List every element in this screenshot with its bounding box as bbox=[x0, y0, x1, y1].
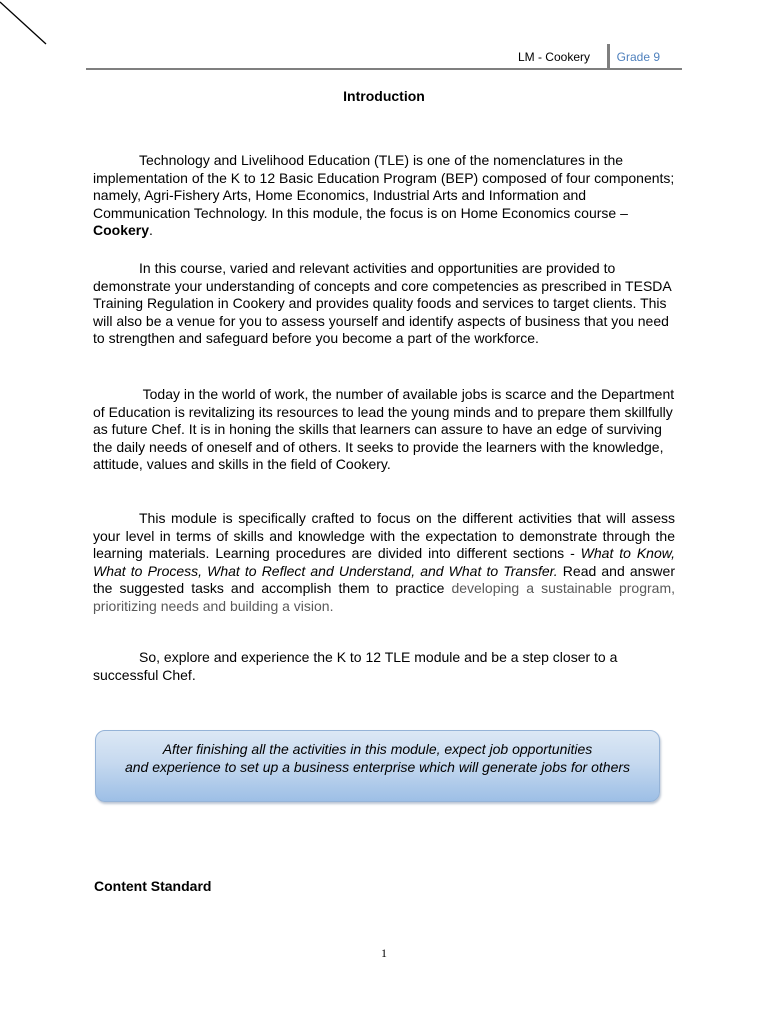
header-grade-label: Grade 9 bbox=[616, 50, 660, 64]
paragraph-1 bbox=[93, 152, 675, 240]
paragraph-1-end: . bbox=[149, 222, 153, 238]
corner-mark bbox=[0, 0, 50, 50]
paragraph-2-text: In this course, varied and relevant activities and opportunities are provided to demonstrate your understanding of concepts and core competencies as prescribed in TESDA Training Regulation in Cookery and provides quality foods and services to target clients. This will also be a venue for you to assess yourself and identify aspects of business that you need to strengthen and safeguard before you become a part of the workforce. bbox=[93, 260, 671, 346]
paragraph-1-bold: Cookery bbox=[93, 222, 150, 238]
paragraph-4-gray: developing a sustainable program, prioritizing needs and building a vision. bbox=[93, 580, 675, 614]
paragraph-2 bbox=[93, 260, 675, 348]
page-number: 1 bbox=[381, 946, 387, 960]
paragraph-4-text-2: Read and answer the suggested tasks and accomplish them to practice bbox=[93, 562, 675, 596]
page-title: Introduction bbox=[343, 88, 425, 104]
callout-line-1: After finishing all the activities in this module, expect job opportunities bbox=[162, 741, 593, 757]
callout-line-2: and experience to set up a business enterprise which will generate jobs for others bbox=[124, 759, 631, 775]
paragraph-1-text: Technology and Livelihood Education (TLE) is one of the nomenclatures in the implementation of the K to 12 Basic Education Program (BEP) composed of four components; namely, Agri-Fishery Arts, Home Economics, Industrial Arts and Information and Communication Technology. In this module, the focus is on Home Economics course – bbox=[93, 152, 675, 221]
paragraph-5-text: So, explore and experience the K to 12 TLE module and be a step closer to a successful Chef. bbox=[93, 649, 618, 683]
callout-box bbox=[95, 730, 660, 802]
paragraph-4 bbox=[93, 510, 675, 615]
header-module-label: LM - Cookery bbox=[517, 50, 590, 64]
paragraph-4-text: This module is specifically crafted to focus on the different activities that will assess your level in terms of skills and knowledge with the expectation to demonstrate through the learning materials. Learning procedures are divided into different sections - bbox=[93, 510, 675, 561]
content-standard-heading: Content Standard bbox=[94, 878, 212, 894]
header-divider bbox=[607, 44, 610, 68]
paragraph-3 bbox=[93, 386, 675, 474]
header-rule bbox=[86, 68, 682, 70]
paragraph-3-text: Today in the world of work, the number of available jobs is scarce and the Department of Education is revitalizing its resources to lead the young minds and to prepare them skillfully as future Chef. It is in honing the skills that learners can assure to have an edge of surviving the daily needs of oneself and of others. It seeks to provide the learners with the knowledge, attitude, values and skills in the field of Cookery. bbox=[93, 386, 675, 472]
paragraph-5 bbox=[93, 649, 675, 684]
page-header bbox=[86, 44, 682, 70]
paragraph-4-italic: What to Know, What to Process, What to Reflect and Understand, and What to Transfer. bbox=[93, 545, 675, 579]
